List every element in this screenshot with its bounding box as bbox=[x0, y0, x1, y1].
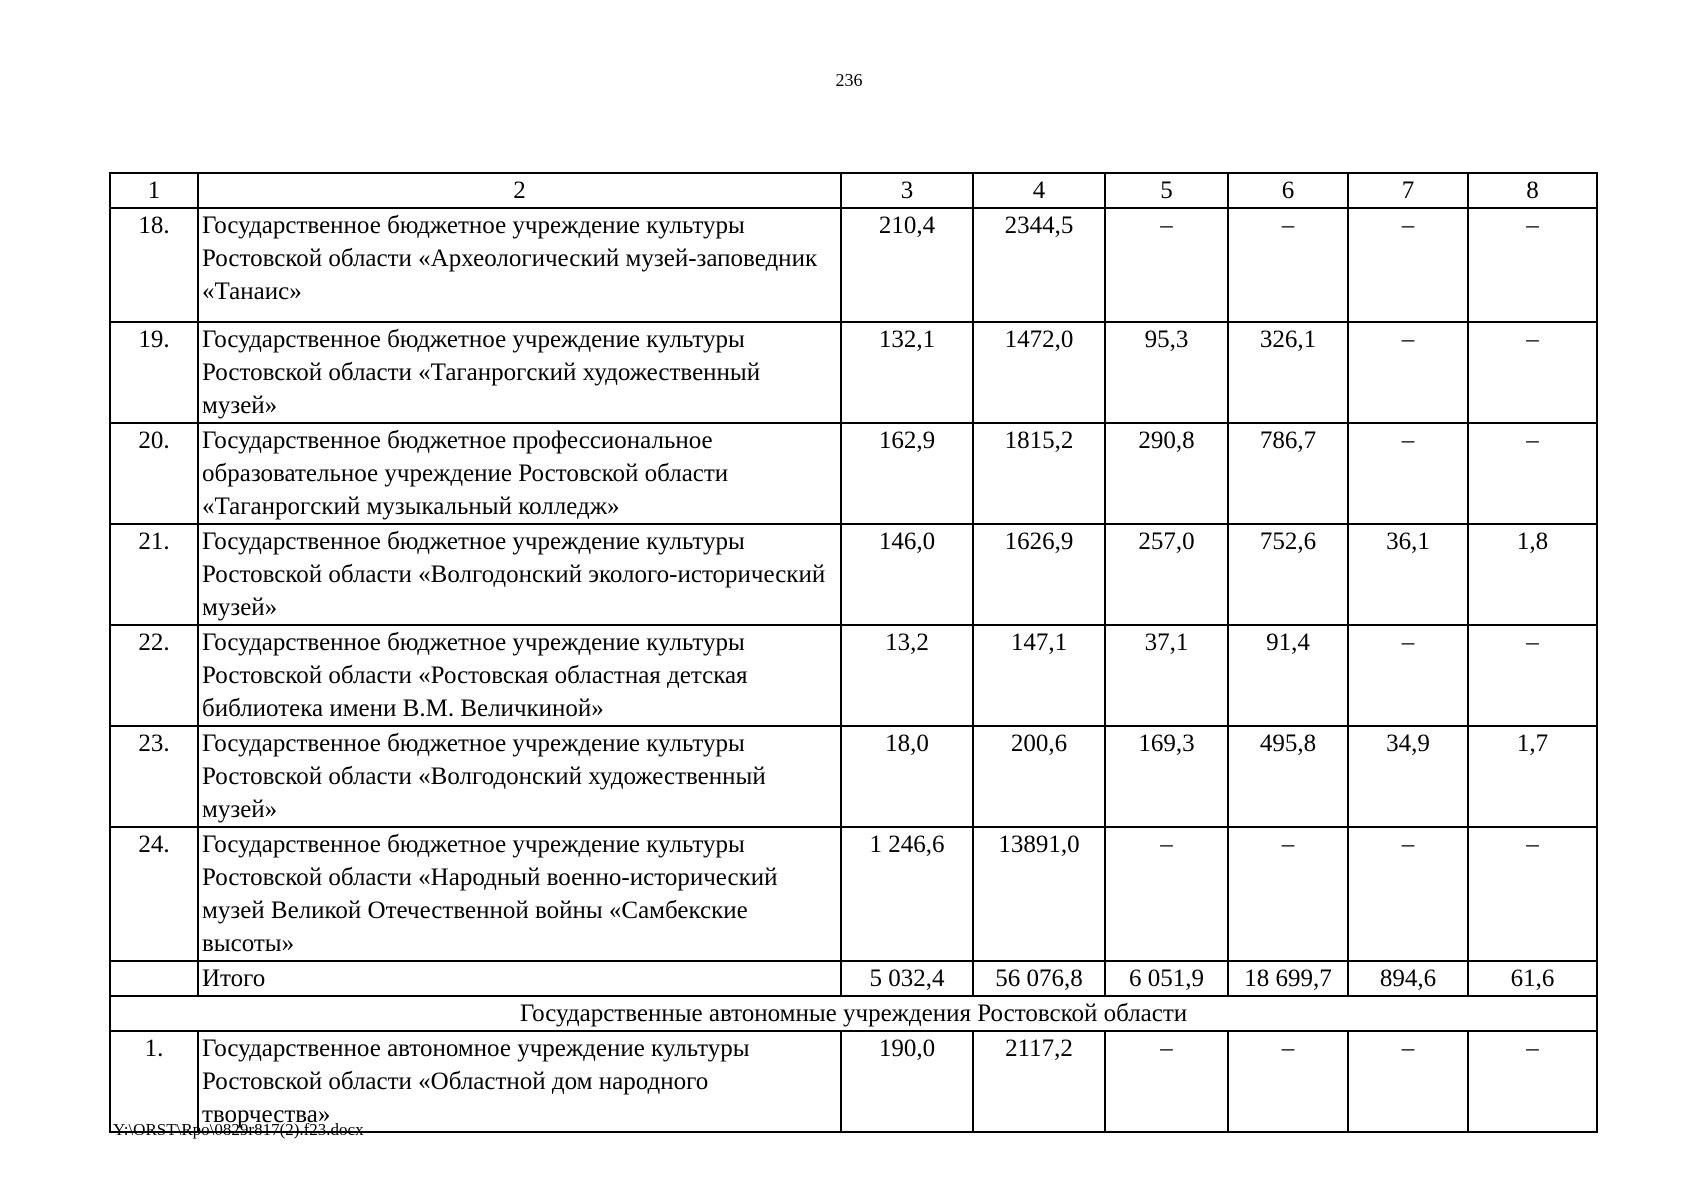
value-cell: 1815,2 bbox=[973, 423, 1105, 524]
value-cell: 34,9 bbox=[1348, 726, 1468, 827]
header-row bbox=[110, 173, 1597, 208]
value-cell: – bbox=[1105, 208, 1228, 322]
value-cell: 18,0 bbox=[841, 726, 973, 827]
total-row bbox=[110, 961, 1597, 996]
value-cell: – bbox=[1468, 208, 1597, 322]
header-cell: 2 bbox=[198, 173, 841, 208]
value-cell: – bbox=[1348, 322, 1468, 423]
file-path-footer: Y:\ORST\Rpo\0829r817(2).f23.docx bbox=[113, 1120, 364, 1139]
value-cell: 132,1 bbox=[841, 322, 973, 423]
value-cell: – bbox=[1468, 1031, 1597, 1132]
institution-name: Государственное бюджетное учреждение культуры Ростовской области «Археологический музей-заповедник «Танаис» bbox=[198, 208, 841, 322]
total-number-cell bbox=[110, 961, 198, 996]
institution-name: Государственное бюджетное учреждение культуры Ростовской области «Волгодонский эколого-исторический музей» bbox=[198, 524, 841, 625]
value-cell: 1,8 bbox=[1468, 524, 1597, 625]
row-number: 20. bbox=[110, 423, 198, 524]
header-cell: 6 bbox=[1228, 173, 1348, 208]
header-cell: 8 bbox=[1468, 173, 1597, 208]
table-row bbox=[110, 827, 1597, 961]
value-cell: – bbox=[1105, 827, 1228, 961]
value-cell: 290,8 bbox=[1105, 423, 1228, 524]
data-table bbox=[109, 172, 1598, 1133]
row-number: 21. bbox=[110, 524, 198, 625]
value-cell: – bbox=[1105, 1031, 1228, 1132]
table-row bbox=[110, 208, 1597, 322]
value-cell: – bbox=[1348, 625, 1468, 726]
header-cell: 4 bbox=[973, 173, 1105, 208]
value-cell: 1,7 bbox=[1468, 726, 1597, 827]
value-cell: 2117,2 bbox=[973, 1031, 1105, 1132]
value-cell: 146,0 bbox=[841, 524, 973, 625]
institution-name: Государственное автономное учреждение культуры Ростовской области «Областной дом народного творчества» bbox=[198, 1031, 841, 1132]
header-cell: 1 bbox=[110, 173, 198, 208]
value-cell: – bbox=[1228, 208, 1348, 322]
header-cell: 7 bbox=[1348, 173, 1468, 208]
page-number: 236 bbox=[835, 70, 863, 90]
row-number: 1. bbox=[110, 1031, 198, 1132]
institution-name: Государственное бюджетное учреждение культуры Ростовской области «Народный военно-исторический музей Великой Отечественной войны «Самбекские высоты» bbox=[198, 827, 841, 961]
value-cell: – bbox=[1348, 208, 1468, 322]
section-row bbox=[110, 996, 1597, 1031]
value-cell: – bbox=[1228, 827, 1348, 961]
institution-name: Государственное бюджетное учреждение культуры Ростовской области «Таганрогский художественный музей» bbox=[198, 322, 841, 423]
value-cell: 752,6 bbox=[1228, 524, 1348, 625]
value-cell: 37,1 bbox=[1105, 625, 1228, 726]
value-cell: 786,7 bbox=[1228, 423, 1348, 524]
value-cell: 210,4 bbox=[841, 208, 973, 322]
value-cell: 36,1 bbox=[1348, 524, 1468, 625]
value-cell: – bbox=[1468, 827, 1597, 961]
table-row bbox=[110, 423, 1597, 524]
value-cell: 1 246,6 bbox=[841, 827, 973, 961]
value-cell: 200,6 bbox=[973, 726, 1105, 827]
value-cell: 1472,0 bbox=[973, 322, 1105, 423]
header-cell: 3 bbox=[841, 173, 973, 208]
value-cell: 91,4 bbox=[1228, 625, 1348, 726]
value-cell: 1626,9 bbox=[973, 524, 1105, 625]
value-cell: – bbox=[1468, 423, 1597, 524]
value-cell: 2344,5 bbox=[973, 208, 1105, 322]
row-number: 24. bbox=[110, 827, 198, 961]
total-value: 61,6 bbox=[1468, 961, 1597, 996]
row-number: 19. bbox=[110, 322, 198, 423]
value-cell: 169,3 bbox=[1105, 726, 1228, 827]
value-cell: 257,0 bbox=[1105, 524, 1228, 625]
value-cell: 162,9 bbox=[841, 423, 973, 524]
total-value: 6 051,9 bbox=[1105, 961, 1228, 996]
total-value: 894,6 bbox=[1348, 961, 1468, 996]
value-cell: – bbox=[1348, 827, 1468, 961]
value-cell: 326,1 bbox=[1228, 322, 1348, 423]
row-number: 18. bbox=[110, 208, 198, 322]
value-cell: 13891,0 bbox=[973, 827, 1105, 961]
table-row bbox=[110, 726, 1597, 827]
institution-name: Государственное бюджетное профессиональное образовательное учреждение Ростовской области «Таганрогский музыкальный колледж» bbox=[198, 423, 841, 524]
header-cell: 5 bbox=[1105, 173, 1228, 208]
row-number: 23. bbox=[110, 726, 198, 827]
table-row bbox=[110, 625, 1597, 726]
value-cell: – bbox=[1468, 322, 1597, 423]
institution-name: Государственное бюджетное учреждение культуры Ростовской области «Ростовская областная детская библиотека имени В.М. Величкиной» bbox=[198, 625, 841, 726]
value-cell: – bbox=[1348, 423, 1468, 524]
institution-name: Государственное бюджетное учреждение культуры Ростовской области «Волгодонский художественный музей» bbox=[198, 726, 841, 827]
value-cell: – bbox=[1468, 625, 1597, 726]
value-cell: 13,2 bbox=[841, 625, 973, 726]
table-row bbox=[110, 524, 1597, 625]
row-number: 22. bbox=[110, 625, 198, 726]
table-row bbox=[110, 322, 1597, 423]
value-cell: 147,1 bbox=[973, 625, 1105, 726]
value-cell: 95,3 bbox=[1105, 322, 1228, 423]
total-value: 56 076,8 bbox=[973, 961, 1105, 996]
value-cell: – bbox=[1348, 1031, 1468, 1132]
value-cell: 190,0 bbox=[841, 1031, 973, 1132]
value-cell: 495,8 bbox=[1228, 726, 1348, 827]
section-title: Государственные автономные учреждения Ростовской области bbox=[110, 996, 1597, 1031]
table-row bbox=[110, 1031, 1597, 1132]
total-value: 18 699,7 bbox=[1228, 961, 1348, 996]
value-cell: – bbox=[1228, 1031, 1348, 1132]
total-value: 5 032,4 bbox=[841, 961, 973, 996]
total-label: Итого bbox=[198, 961, 841, 996]
